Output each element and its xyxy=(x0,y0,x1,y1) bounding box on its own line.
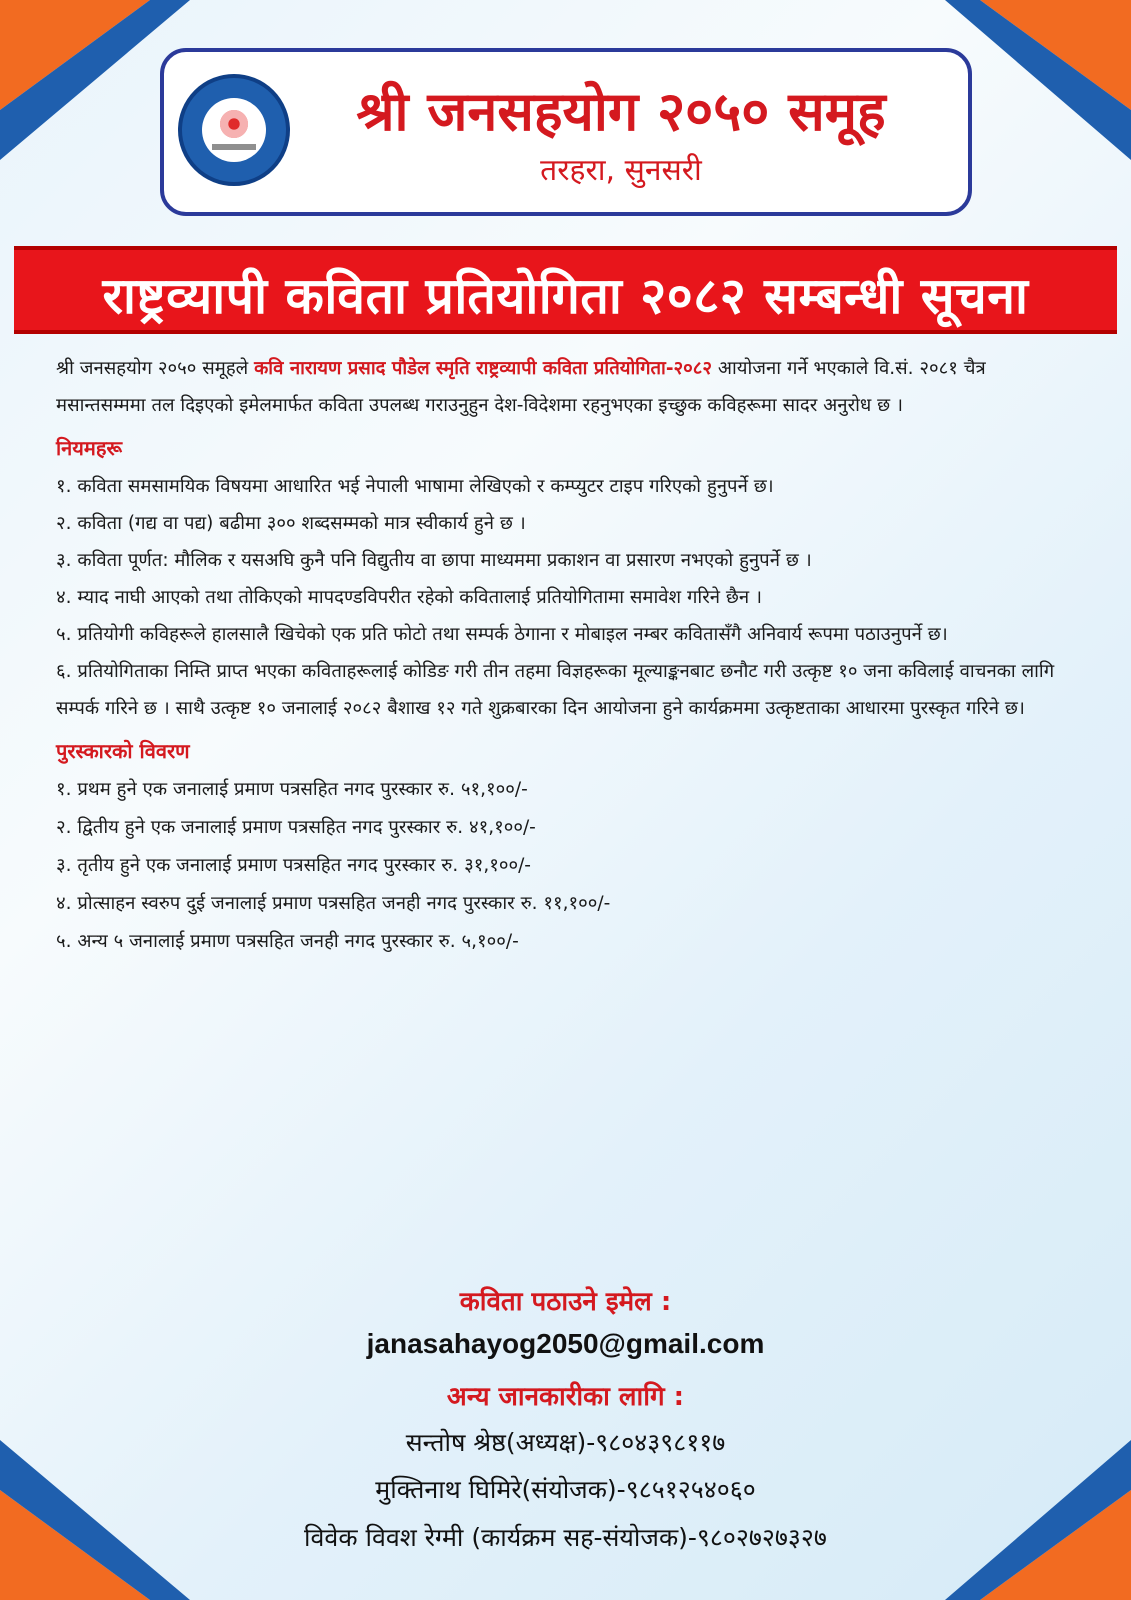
prize-item: ४. प्रोत्साहन स्वरुप दुई जनालाई प्रमाण पत्रसहित जनही नगद पुरस्कार रु. ११,१००/- xyxy=(56,893,611,914)
prize-item: ५. अन्य ५ जनालाई प्रमाण पत्रसहित जनही नगद पुरस्कार रु. ५,१००/- xyxy=(56,931,519,952)
email-address[interactable]: janasahayog2050@gmail.com xyxy=(366,1328,765,1359)
rule-item: २. कविता (गद्य वा पद्य) बढीमा ३०० शब्दसम्मको मात्र स्वीकार्य हुने छ । xyxy=(56,513,526,534)
rule-item: ६. प्रतियोगिताका निम्ति प्राप्त भएका कविताहरूलाई कोडिङ गरी तीन तहमा विज्ञहरूका मूल्याङ्कनबाट छनौट गरी उत्कृष्ट १० जना कविलाई वाचनका लागि सम्पर्क गरिने छ । साथै उत्कृष्ट १० जनालाई २०८२ बैशाख १२ गते शुक्रबारका दिन आयोजना हुने कार्यक्रममा उत्कृष्टताका आधारमा पुरस्कृत गरिने छ। xyxy=(56,661,1055,719)
contact-person: विवेक विवश रेग्मी (कार्यक्रम सह-संयोजक)-९८०२७२७३२७ xyxy=(304,1523,827,1552)
contact-person: मुक्तिनाथ घिमिरे(संयोजक)-९८५१२५४०६० xyxy=(375,1475,756,1504)
contact-person: सन्तोष श्रेष्ठ(अध्यक्ष)-९८०४३९८११७ xyxy=(405,1428,726,1457)
notice-body xyxy=(56,350,1078,961)
rule-item: ४. म्याद नाघी आएको तथा तोकिएको मापदण्डविपरीत रहेको कवितालाई प्रतियोगितामा समावेश गरिने छैन । xyxy=(56,587,763,608)
info-label: अन्य जानकारीका लागि : xyxy=(446,1382,685,1412)
notice-title: राष्ट्रव्यापी कविता प्रतियोगिता २०८२ सम्बन्धी सूचना xyxy=(102,267,1029,325)
prize-item: २. द्वितीय हुने एक जनालाई प्रमाण पत्रसहित नगद पुरस्कार रु. ४१,१००/- xyxy=(56,817,536,838)
organization-name: श्री जनसहयोग २०५० समूह xyxy=(356,80,886,143)
header-box xyxy=(160,48,972,216)
organization-place: तरहरा, सुनसरी xyxy=(540,153,702,188)
intro-text-1: श्री जनसहयोग २०५० समूहले xyxy=(56,358,255,379)
intro-paragraph xyxy=(56,350,1078,424)
intro-text-2: आयोजना गर्ने भएकाले वि.सं. २०८१ चैत्र मसान्तसम्ममा तल दिइएको इमेलमार्फत कविता उपलब्ध गराउनुहुन देश-विदेशमा रहनुभएका इच्छुक कविहरूमा सादर अनुरोध छ । xyxy=(56,358,986,416)
competition-name: कवि नारायण प्रसाद पौडेल स्मृति राष्ट्रव्यापी कविता प्रतियोगिता-२०८२ xyxy=(254,358,712,379)
prize-item: १. प्रथम हुने एक जनालाई प्रमाण पत्रसहित नगद पुरस्कार रु. ५१,१००/- xyxy=(56,779,528,800)
prize-item: ३. तृतीय हुने एक जनालाई प्रमाण पत्रसहित नगद पुरस्कार रु. ३१,१००/- xyxy=(56,855,531,876)
rule-item: ५. प्रतियोगी कविहरूले हालसालै खिचेको एक प्रति फोटो तथा सम्पर्क ठेगाना र मोबाइल नम्बर कवितासँगै अनिवार्य रूपमा पठाउनुपर्ने छ। xyxy=(56,624,948,645)
email-label: कविता पठाउने इमेल : xyxy=(459,1287,672,1317)
rule-item: ३. कविता पूर्णत: मौलिक र यसअघि कुनै पनि विद्युतीय वा छापा माध्यममा प्रकाशन वा प्रसारण नभएको हुनुपर्ने छ । xyxy=(56,550,812,571)
title-banner xyxy=(14,246,1117,334)
rule-item: १. कविता समसामयिक विषयमा आधारित भई नेपाली भाषामा लेखिएको र कम्प्युटर टाइप गरिएको हुनुपर्ने छ। xyxy=(56,476,774,497)
rules-heading: नियमहरू xyxy=(56,436,122,460)
prizes-heading: पुरस्कारको विवरण xyxy=(56,739,190,763)
